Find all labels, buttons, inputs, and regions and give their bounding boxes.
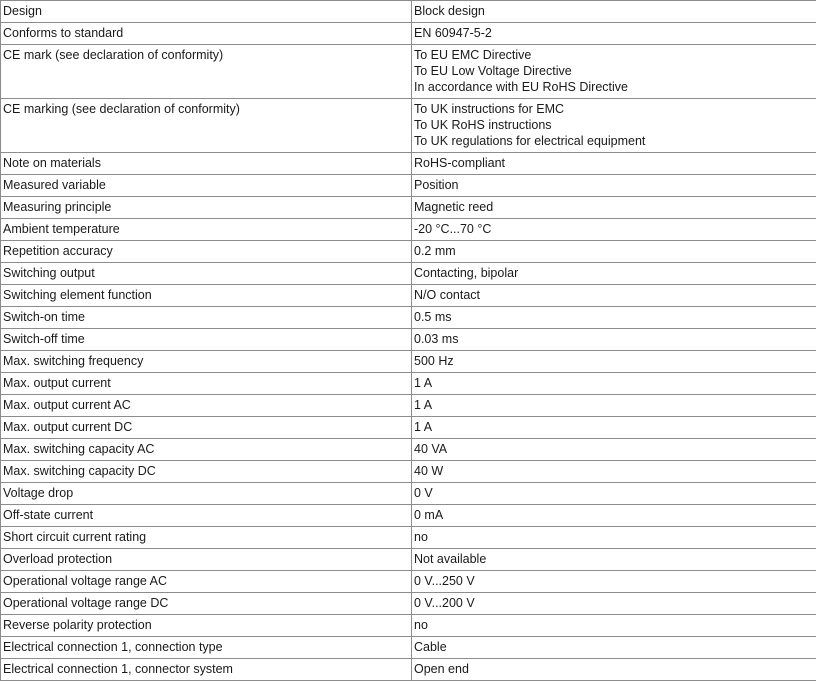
spec-table-body: [1, 1, 816, 681]
spec-row: [1, 263, 816, 285]
spec-row: [1, 527, 816, 549]
spec-value: [412, 571, 816, 593]
spec-value-line: Position: [414, 178, 459, 192]
spec-value-line: Open end: [414, 662, 469, 676]
spec-row: [1, 99, 816, 153]
spec-row: [1, 637, 816, 659]
spec-row: [1, 285, 816, 307]
spec-row: [1, 351, 816, 373]
spec-value: [412, 439, 816, 461]
spec-value-line: 1 A: [414, 398, 433, 412]
spec-row: [1, 153, 816, 175]
spec-label: Electrical connection 1, connector system: [1, 659, 412, 681]
spec-row: [1, 175, 816, 197]
spec-value-line: N/O contact: [414, 288, 480, 302]
spec-value: [412, 23, 816, 45]
spec-label: Switch-on time: [1, 307, 412, 329]
spec-row: [1, 593, 816, 615]
spec-label: Repetition accuracy: [1, 241, 412, 263]
spec-row: [1, 659, 816, 681]
spec-value: [412, 329, 816, 351]
spec-value: [412, 505, 816, 527]
spec-value-line: 0 mA: [414, 508, 444, 522]
spec-row: [1, 505, 816, 527]
spec-label: Max. output current DC: [1, 417, 412, 439]
spec-value: [412, 461, 816, 483]
spec-row: [1, 615, 816, 637]
spec-value-line: RoHS-compliant: [414, 156, 506, 170]
spec-row: [1, 241, 816, 263]
spec-row: [1, 23, 816, 45]
spec-label: Ambient temperature: [1, 219, 412, 241]
spec-value-line: no: [414, 530, 428, 544]
spec-label: Conforms to standard: [1, 23, 412, 45]
spec-value: [412, 659, 816, 681]
spec-value: [412, 527, 816, 549]
spec-value-line: no: [414, 618, 428, 632]
spec-value: [412, 285, 816, 307]
spec-value-line: 500 Hz: [414, 354, 454, 368]
spec-value: [412, 637, 816, 659]
spec-value-line: 40 VA: [414, 442, 448, 456]
spec-label: Voltage drop: [1, 483, 412, 505]
spec-value: [412, 351, 816, 373]
spec-label: Operational voltage range DC: [1, 593, 412, 615]
spec-label: Max. switching capacity DC: [1, 461, 412, 483]
spec-label: Max. switching capacity AC: [1, 439, 412, 461]
spec-label: Max. output current AC: [1, 395, 412, 417]
spec-value-line: In accordance with EU RoHS Directive: [414, 80, 628, 94]
spec-value-line: To UK regulations for electrical equipment: [414, 134, 646, 148]
spec-label: CE mark (see declaration of conformity): [1, 45, 412, 99]
spec-value-line: 1 A: [414, 376, 433, 390]
spec-value: [412, 417, 816, 439]
spec-row: [1, 1, 816, 23]
spec-label: Operational voltage range AC: [1, 571, 412, 593]
spec-label: Max. switching frequency: [1, 351, 412, 373]
spec-value-line: -20 °C...70 °C: [414, 222, 492, 236]
spec-value-line: 0.2 mm: [414, 244, 456, 258]
spec-value-line: Magnetic reed: [414, 200, 494, 214]
spec-value: [412, 219, 816, 241]
spec-value-line: To UK RoHS instructions: [414, 118, 552, 132]
spec-label: Switching output: [1, 263, 412, 285]
spec-value: [412, 615, 816, 637]
spec-value: [412, 241, 816, 263]
spec-label: Short circuit current rating: [1, 527, 412, 549]
spec-value-line: EN 60947-5-2: [414, 26, 492, 40]
spec-value: [412, 153, 816, 175]
spec-value-line: To EU Low Voltage Directive: [414, 64, 572, 78]
spec-value: [412, 549, 816, 571]
spec-row: [1, 483, 816, 505]
spec-row: [1, 197, 816, 219]
spec-label: Design: [1, 1, 412, 23]
spec-value: [412, 373, 816, 395]
spec-label: CE marking (see declaration of conformity): [1, 99, 412, 153]
spec-value-line: Not available: [414, 552, 487, 566]
spec-label: Switch-off time: [1, 329, 412, 351]
spec-value: [412, 1, 816, 23]
spec-value-line: 40 W: [414, 464, 444, 478]
spec-value-line: 1 A: [414, 420, 433, 434]
spec-value-line: Contacting, bipolar: [414, 266, 519, 280]
spec-value: [412, 175, 816, 197]
spec-value-line: To UK instructions for EMC: [414, 102, 565, 116]
spec-label: Max. output current: [1, 373, 412, 395]
spec-value-line: 0.5 ms: [414, 310, 452, 324]
spec-value: [412, 197, 816, 219]
spec-value-line: To EU EMC Directive: [414, 48, 532, 62]
spec-row: [1, 329, 816, 351]
spec-value-line: 0 V: [414, 486, 433, 500]
spec-label: Off-state current: [1, 505, 412, 527]
spec-value: [412, 395, 816, 417]
spec-value-line: 0.03 ms: [414, 332, 459, 346]
spec-value-line: 0 V...250 V: [414, 574, 475, 588]
spec-row: [1, 307, 816, 329]
spec-row: [1, 395, 816, 417]
spec-value: [412, 45, 816, 99]
spec-row: [1, 461, 816, 483]
spec-label: Measured variable: [1, 175, 412, 197]
spec-label: Electrical connection 1, connection type: [1, 637, 412, 659]
spec-value: [412, 483, 816, 505]
spec-value: [412, 593, 816, 615]
spec-label: Switching element function: [1, 285, 412, 307]
spec-row: [1, 219, 816, 241]
spec-value: [412, 99, 816, 153]
spec-value-line: Cable: [414, 640, 447, 654]
spec-value: [412, 263, 816, 285]
spec-row: [1, 373, 816, 395]
spec-row: [1, 439, 816, 461]
spec-row: [1, 45, 816, 99]
spec-label: Reverse polarity protection: [1, 615, 412, 637]
spec-value-line: Block design: [414, 4, 485, 18]
spec-value: [412, 307, 816, 329]
spec-label: Measuring principle: [1, 197, 412, 219]
spec-row: [1, 417, 816, 439]
spec-value-line: 0 V...200 V: [414, 596, 475, 610]
spec-label: Overload protection: [1, 549, 412, 571]
spec-row: [1, 549, 816, 571]
spec-row: [1, 571, 816, 593]
spec-label: Note on materials: [1, 153, 412, 175]
